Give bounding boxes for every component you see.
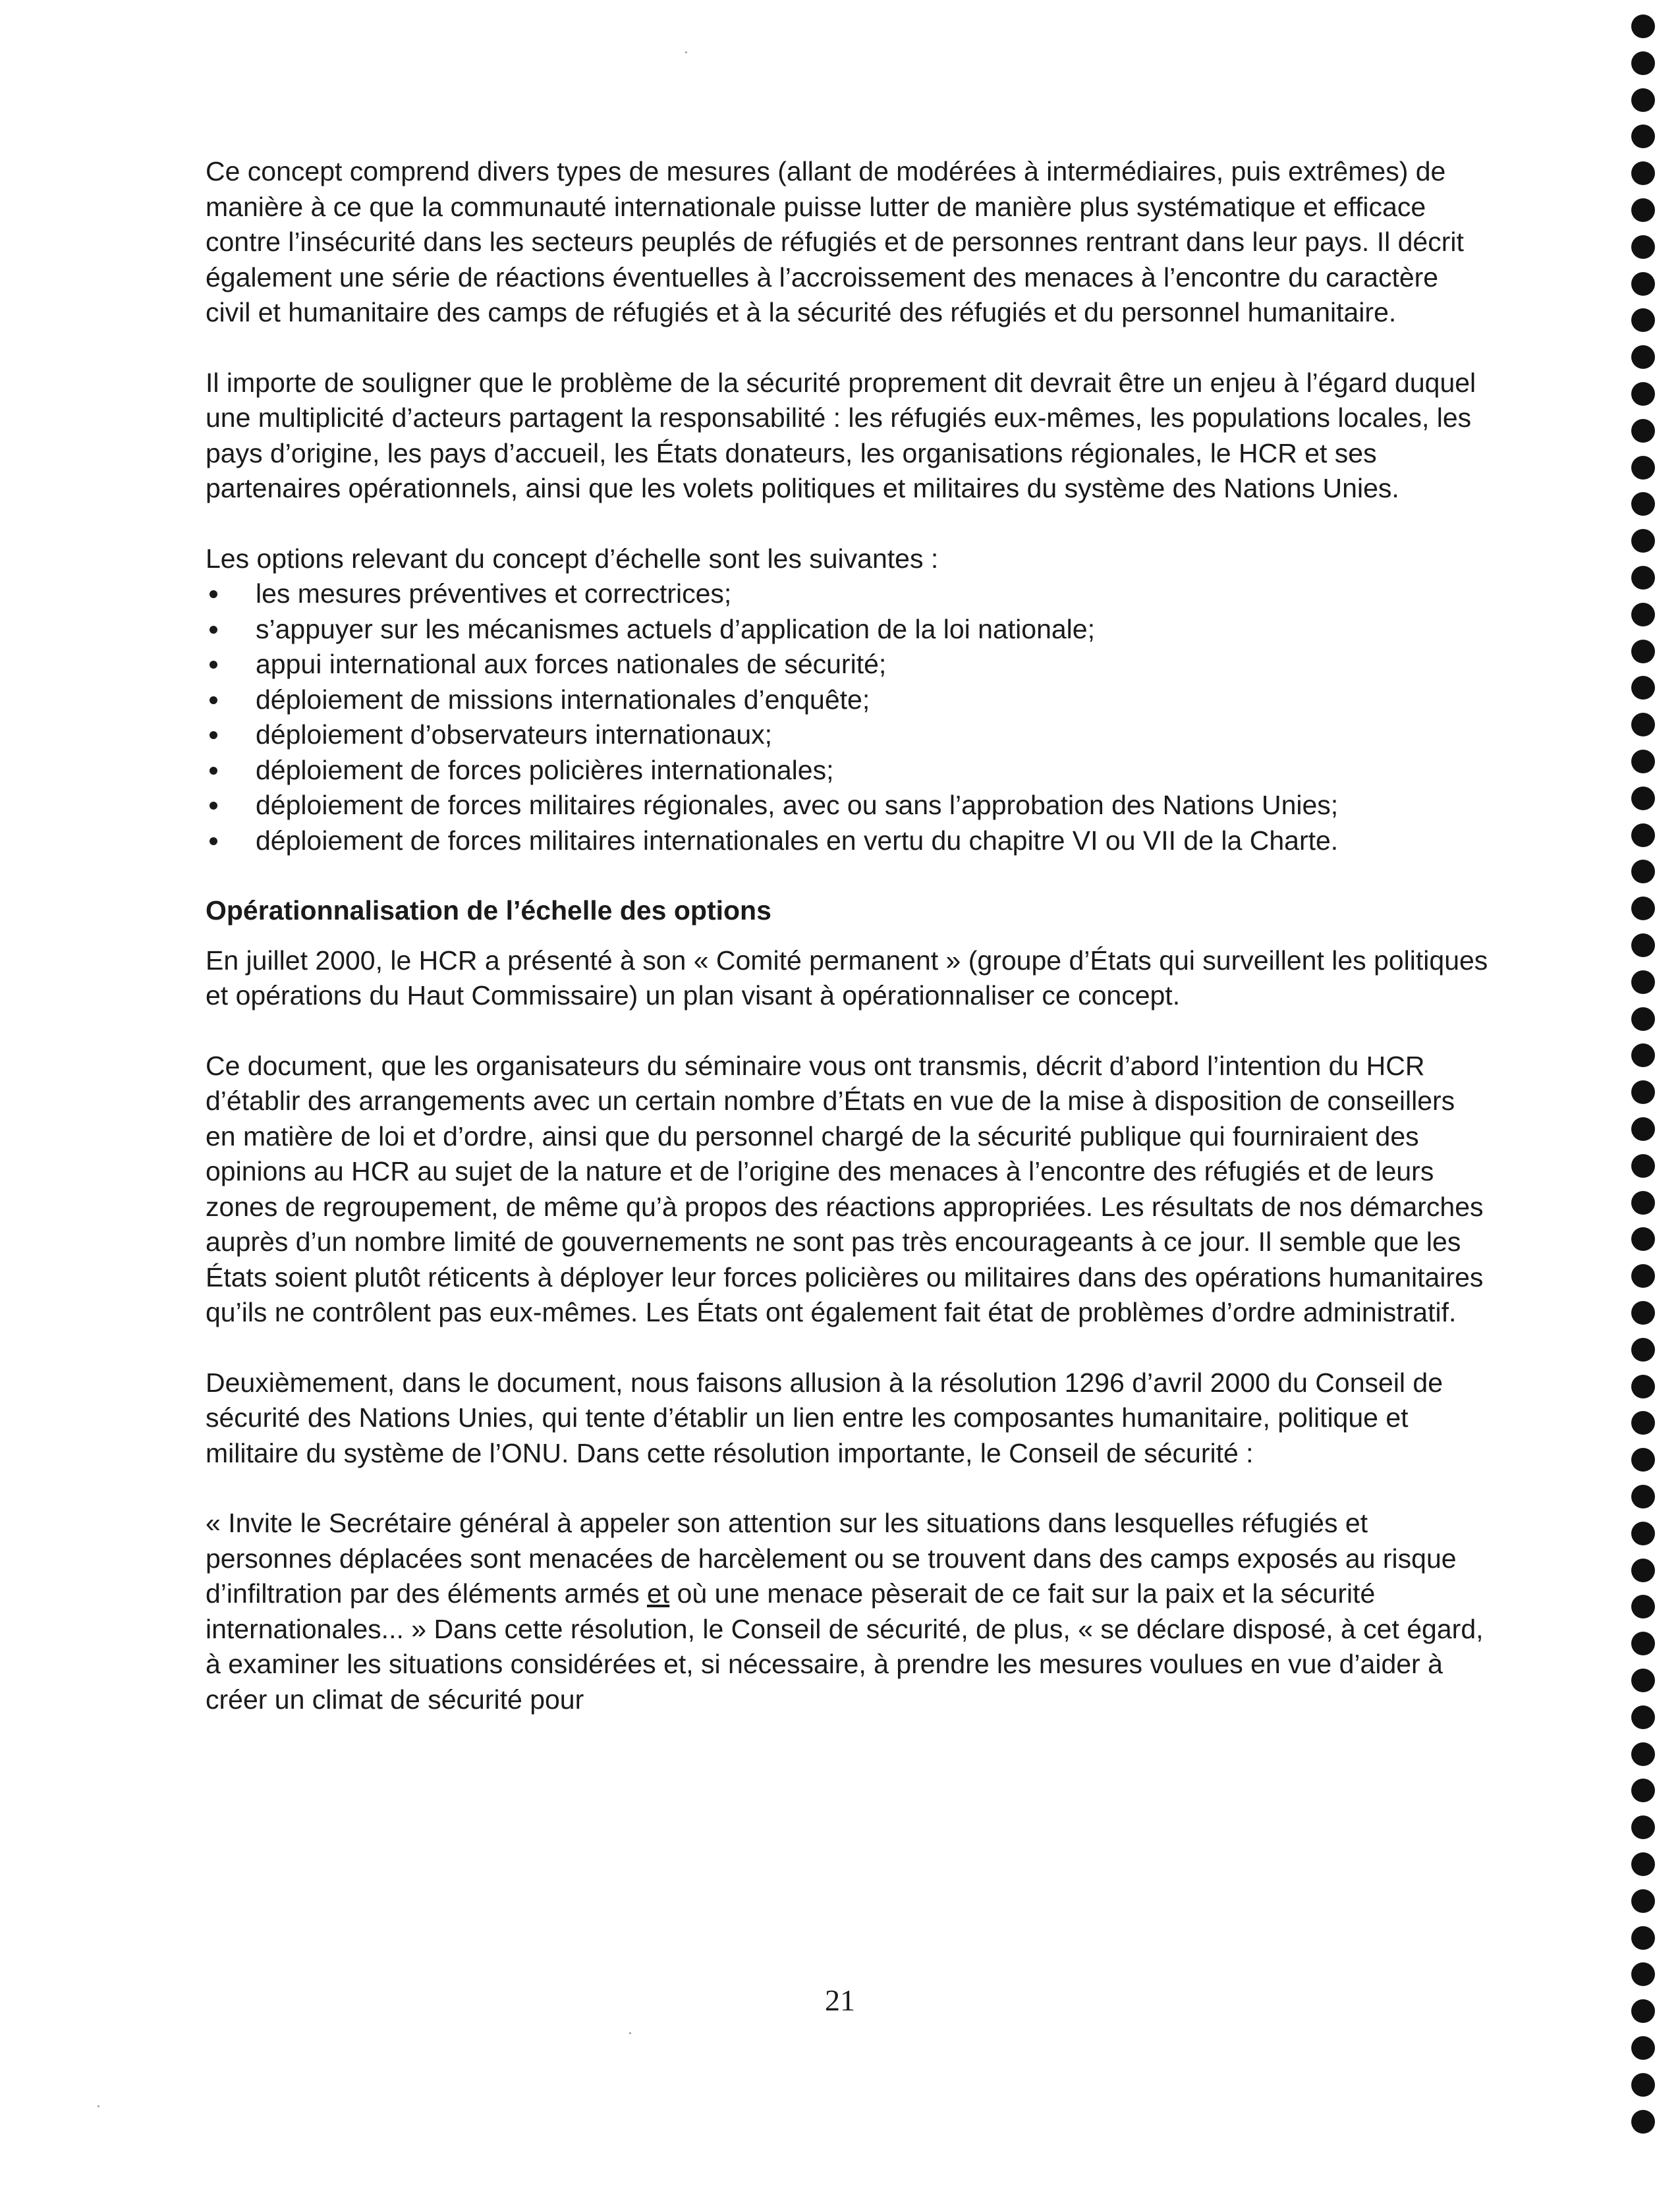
binder-hole bbox=[1631, 456, 1655, 480]
binder-hole bbox=[1631, 14, 1655, 38]
scan-speck bbox=[98, 2105, 99, 2107]
binder-hole bbox=[1631, 88, 1655, 112]
paragraph-concept: Ce concept comprend divers types de mesures (allant de modérées à intermédiaires, puis extrêmes) de manière à ce que la communauté internationale puisse lutter de manière plus systématique et efficace contre l’insécurité dans les secteurs peuplés de réfugiés et de personnes rentrant dans leur pays. Il décrit également une série de réactions éventuelles à l’accroissement des menaces à l’encontre du caractère civil et humanitaire des camps de réfugiés et à la sécurité des réfugiés et du personnel humanitaire. bbox=[206, 156, 1464, 327]
binder-hole bbox=[1631, 860, 1655, 883]
binder-hole bbox=[1631, 1301, 1655, 1325]
binder-hole bbox=[1631, 1117, 1655, 1141]
binder-hole bbox=[1631, 51, 1655, 75]
section-heading: Opérationnalisation de l’échelle des options bbox=[206, 895, 771, 926]
binder-hole bbox=[1631, 1522, 1655, 1545]
binder-hole bbox=[1631, 897, 1655, 920]
binder-hole bbox=[1631, 1999, 1655, 2023]
binder-hole bbox=[1631, 492, 1655, 516]
paragraph-responsibility: Il importe de souligner que le problème de la sécurité proprement dit devrait être un enjeu à l’égard duquel une multiplicité d’acteurs partagent la responsabilité : les réfugiés eux-mêmes, les populations locales, les pays d’origine, les pays d’accueil, les États donateurs, les organisations régionales, le HCR et ses partenaires opérationnels, ainsi que les volets politiques et militaires du système des Nations Unies. bbox=[206, 367, 1476, 503]
binder-hole bbox=[1631, 1007, 1655, 1031]
binder-hole bbox=[1631, 345, 1655, 369]
binder-hole bbox=[1631, 198, 1655, 222]
binder-hole bbox=[1631, 1595, 1655, 1618]
binder-holes bbox=[1627, 0, 1667, 2185]
binder-hole bbox=[1631, 1742, 1655, 1766]
binder-hole bbox=[1631, 272, 1655, 296]
list-item: appui international aux forces nationales de sécurité; bbox=[206, 647, 1490, 682]
binder-hole bbox=[1631, 1080, 1655, 1104]
paragraph-arrangements: Ce document, que les organisateurs du séminaire vous ont transmis, décrit d’abord l’intention du HCR d’établir des arrangements avec un certain nombre d’États en vue de la mise à disposition de conseillers en matière de loi et d’ordre, ainsi que du personnel chargé de la sécurité publique qui fourniraient des opinions au HCR au sujet de la nature et de l’origine des menaces à l’encontre des réfugiés et de leurs zones de regroupement, de même qu’à propos des réactions appropriées. Les résultats de nos démarches auprès d’un nombre limité de gouvernements ne sont pas très encourageants à ce jour. Il semble que les États soient plutôt réticents à déployer leur forces policières ou militaires dans des opérations humanitaires qu’ils ne contrôlent pas eux-mêmes. Les États ont également fait état de problèmes d’ordre administratif. bbox=[206, 1050, 1484, 1327]
binder-hole bbox=[1631, 603, 1655, 626]
binder-hole bbox=[1631, 1852, 1655, 1876]
binder-hole bbox=[1631, 1264, 1655, 1288]
quotation-underlined-word: et bbox=[646, 1578, 670, 1609]
binder-hole bbox=[1631, 1889, 1655, 1913]
binder-hole bbox=[1631, 933, 1655, 957]
binder-hole bbox=[1631, 2036, 1655, 2060]
binder-hole bbox=[1631, 1779, 1655, 1802]
binder-hole bbox=[1631, 1632, 1655, 1655]
binder-hole bbox=[1631, 1669, 1655, 1692]
binder-hole bbox=[1631, 1154, 1655, 1178]
binder-hole bbox=[1631, 124, 1655, 148]
binder-hole bbox=[1631, 235, 1655, 259]
binder-hole bbox=[1631, 713, 1655, 736]
binder-hole bbox=[1631, 1338, 1655, 1362]
list-item: déploiement d’observateurs internationaux; bbox=[206, 717, 1490, 753]
binder-hole bbox=[1631, 640, 1655, 663]
list-item: s’appuyer sur les mécanismes actuels d’application de la loi nationale; bbox=[206, 612, 1490, 648]
binder-hole bbox=[1631, 1411, 1655, 1435]
binder-hole bbox=[1631, 1375, 1655, 1398]
scan-speck bbox=[685, 51, 687, 53]
binder-hole bbox=[1631, 1191, 1655, 1215]
scan-speck bbox=[629, 2032, 631, 2034]
binder-hole bbox=[1631, 823, 1655, 847]
paragraph-resolution-1296: Deuxièmement, dans le document, nous faisons allusion à la résolution 1296 d’avril 2000 du Conseil de sécurité des Nations Unies, qui tente d’établir un lien entre les composantes humanitaire, politique et militaire du système de l’ONU. Dans cette résolution importante, le Conseil de sécurité : bbox=[206, 1367, 1443, 1468]
options-intro: Les options relevant du concept d’échelle sont les suivantes : bbox=[206, 543, 939, 574]
binder-hole bbox=[1631, 750, 1655, 773]
binder-hole bbox=[1631, 382, 1655, 406]
list-item: déploiement de forces militaires internationales en vertu du chapitre VI ou VII de la Charte. bbox=[206, 823, 1490, 859]
binder-hole bbox=[1631, 161, 1655, 185]
quotation-part-1: « Invite le Secrétaire général à appeler son attention sur les situations dans lesquelles réfugiés et personnes déplacées sont menacées de harcèlement ou se trouvent dans des camps exposés au risque d’infiltration par des éléments armés bbox=[206, 1508, 1457, 1609]
binder-hole bbox=[1631, 419, 1655, 443]
binder-hole bbox=[1631, 2073, 1655, 2097]
page-number: 21 bbox=[825, 1983, 855, 2017]
list-item: déploiement de forces policières internationales; bbox=[206, 753, 1490, 788]
binder-hole bbox=[1631, 1962, 1655, 1986]
binder-hole bbox=[1631, 566, 1655, 590]
quotation-part-2: où une menace pèserait de ce fait sur la paix et la sécurité internationales... » Dans cette résolution, le Conseil de sécurité, de plus, « se déclare disposé, à cet égard, à examiner les situations considérées et, si nécessaire, à prendre les mesures voulues en vue d’aider à créer un climat de sécurité pour bbox=[206, 1578, 1484, 1715]
paragraph-quotation bbox=[206, 1506, 1490, 1717]
binder-hole bbox=[1631, 1815, 1655, 1839]
binder-hole bbox=[1631, 308, 1655, 332]
binder-hole bbox=[1631, 1485, 1655, 1508]
binder-hole bbox=[1631, 1559, 1655, 1582]
list-item: déploiement de forces militaires régionales, avec ou sans l’approbation des Nations Unies; bbox=[206, 788, 1490, 823]
paragraph-july-2000: En juillet 2000, le HCR a présenté à son « Comité permanent » (groupe d’États qui surveillent les politiques et opérations du Haut Commissaire) un plan visant à opérationnaliser ce concept. bbox=[206, 945, 1488, 1010]
binder-hole bbox=[1631, 787, 1655, 810]
list-item: les mesures préventives et correctrices; bbox=[206, 576, 1490, 612]
binder-hole bbox=[1631, 1926, 1655, 1950]
binder-hole bbox=[1631, 676, 1655, 700]
binder-hole bbox=[1631, 2110, 1655, 2134]
binder-hole bbox=[1631, 1705, 1655, 1729]
binder-hole bbox=[1631, 1227, 1655, 1251]
list-item: déploiement de missions internationales d’enquête; bbox=[206, 682, 1490, 718]
binder-hole bbox=[1631, 1043, 1655, 1067]
options-list bbox=[206, 576, 1490, 858]
binder-hole bbox=[1631, 970, 1655, 994]
binder-hole bbox=[1631, 529, 1655, 553]
text-column bbox=[206, 154, 1490, 1717]
binder-hole bbox=[1631, 1448, 1655, 1472]
